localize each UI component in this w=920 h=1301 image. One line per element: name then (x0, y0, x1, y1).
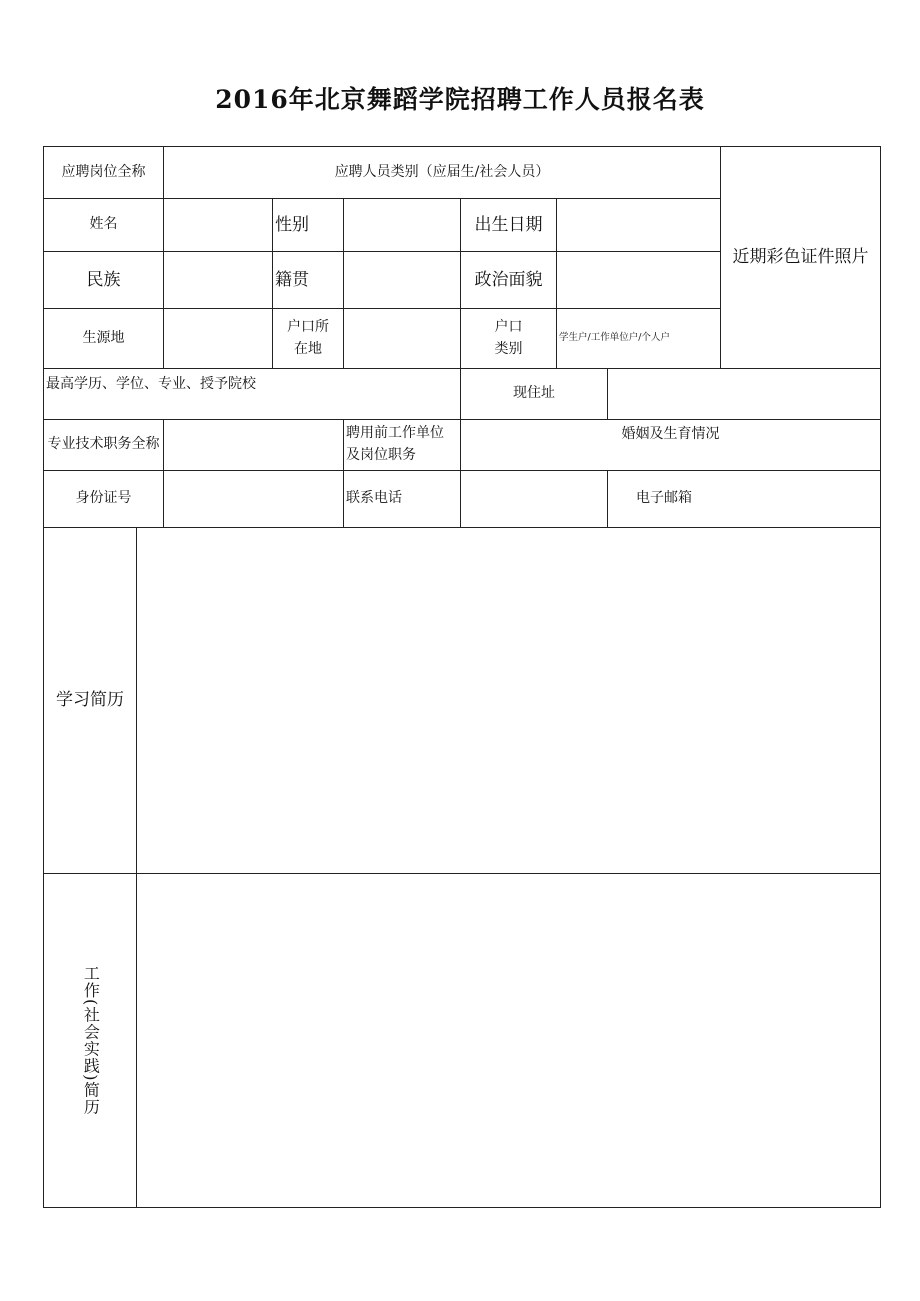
address-label: 现住址 (460, 368, 608, 420)
ethnicity-field[interactable] (163, 251, 273, 309)
email-label[interactable]: 电子邮箱 (607, 470, 881, 528)
name-label: 姓名 (43, 198, 164, 252)
marital-status-label[interactable]: 婚姻及生育情况 (460, 419, 881, 471)
birthdate-label: 出生日期 (460, 198, 557, 252)
gender-label: 性别 (272, 198, 344, 252)
hukou-location-field[interactable] (343, 308, 461, 369)
page-title: 2016年北京舞蹈学院招聘工作人员报名表 (215, 85, 705, 114)
hukou-type-label: 户口类别 (460, 308, 557, 369)
study-history-field[interactable] (136, 527, 881, 874)
hukou-type-options[interactable]: 学生户/工作单位户/个人户 (556, 308, 721, 369)
work-history-field[interactable] (136, 873, 881, 1208)
address-field[interactable] (607, 368, 881, 420)
professional-title-field[interactable] (163, 419, 344, 471)
id-number-field[interactable] (163, 470, 344, 528)
origin-field[interactable] (163, 308, 273, 369)
political-status-field[interactable] (556, 251, 721, 309)
gender-field[interactable] (343, 198, 461, 252)
study-history-label: 学习简历 (43, 527, 137, 874)
photo-box[interactable]: 近期彩色证件照片 (720, 146, 881, 369)
previous-employer-label: 聘用前工作单位及岗位职务 (343, 419, 461, 471)
id-number-label: 身份证号 (43, 470, 164, 528)
applicant-type-label: 应聘人员类别（应届生/社会人员） (163, 146, 721, 199)
phone-field[interactable] (460, 470, 608, 528)
birthdate-field[interactable] (556, 198, 721, 252)
professional-title-label: 专业技术职务全称 (43, 419, 164, 471)
education-label[interactable]: 最高学历、学位、专业、授予院校 (43, 368, 461, 420)
origin-label: 生源地 (43, 308, 164, 369)
native-place-field[interactable] (343, 251, 461, 309)
ethnicity-label: 民族 (43, 251, 164, 309)
phone-label: 联系电话 (343, 470, 461, 528)
native-place-label: 籍贯 (272, 251, 344, 309)
hukou-location-label: 户口所在地 (272, 308, 344, 369)
name-field[interactable] (163, 198, 273, 252)
work-history-label-cell (43, 873, 137, 1208)
political-status-label: 政治面貌 (460, 251, 557, 309)
position-name-label: 应聘岗位全称 (43, 146, 164, 199)
work-history-label: 工作(社会实践)简历 (81, 965, 101, 1116)
